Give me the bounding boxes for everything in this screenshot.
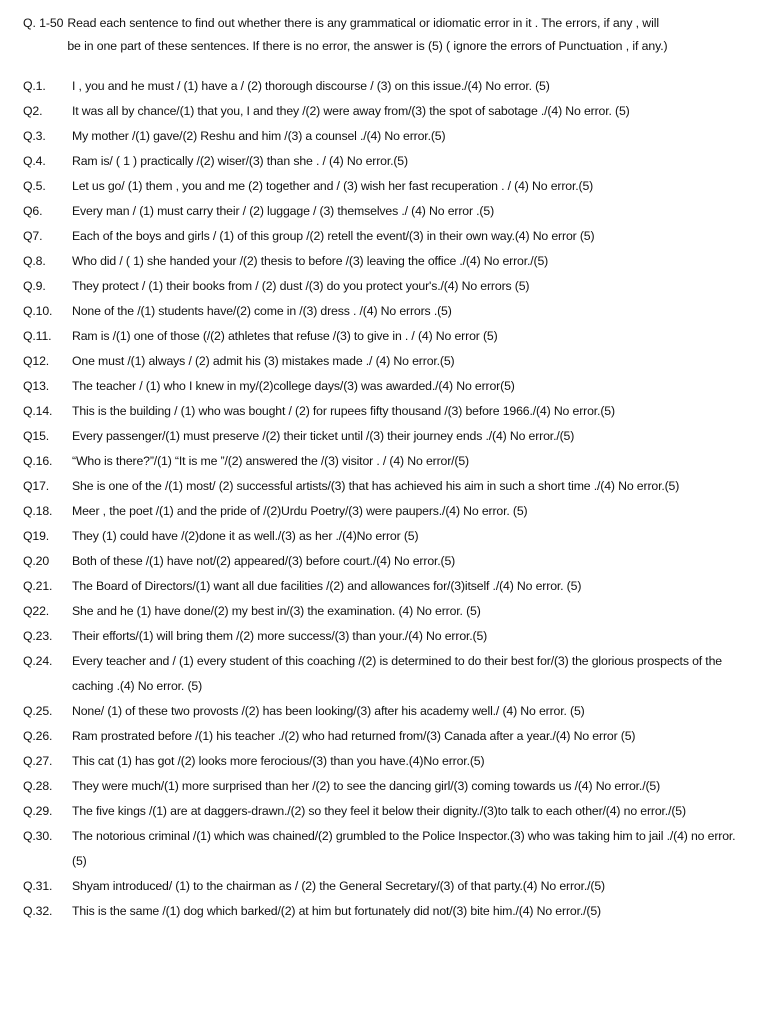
question-row <box>23 349 750 374</box>
question-text: Both of these /(1) have not/(2) appeared/(3) before court./(4) No error.(5) <box>72 554 456 568</box>
question-text: It was all by chance/(1) that you, I and they /(2) were away from/(3) the spot of sabotage ./(4) No error. (5) <box>72 104 630 118</box>
question-number: Q17. <box>23 479 50 493</box>
question-text: Ram is/ ( 1 ) practically /(2) wiser/(3) than she . / (4) No error.(5) <box>72 154 408 168</box>
question-number: Q.14. <box>23 404 53 418</box>
question-text: Ram prostrated before /(1) his teacher ./(2) who had returned from/(3) Canada after a year./(4) No error (5) <box>72 729 636 743</box>
instructions-label: Q. 1-50 <box>23 16 64 30</box>
question-row <box>23 549 750 574</box>
question-row <box>23 749 750 774</box>
question-number: Q.5. <box>23 179 46 193</box>
question-number: Q13. <box>23 379 50 393</box>
question-text: She and he (1) have done/(2) my best in/(3) the examination. (4) No error. (5) <box>72 604 481 618</box>
question-number: Q.8. <box>23 254 46 268</box>
question-text: They protect / (1) their books from / (2) dust /(3) do you protect your's./(4) No errors (5) <box>72 279 530 293</box>
question-number: Q.9. <box>23 279 46 293</box>
instructions-block <box>23 12 750 58</box>
question-text: This is the building / (1) who was bought / (2) for rupees fifty thousand /(3) before 1966./(4) No error.(5) <box>72 404 615 418</box>
question-row <box>23 799 750 824</box>
question-text: None/ (1) of these two provosts /(2) has been looking/(3) after his academy well./ (4) No error. (5) <box>72 704 585 718</box>
question-number: Q.11. <box>23 329 52 343</box>
question-number: Q22. <box>23 604 50 618</box>
question-row <box>23 724 750 749</box>
question-text: She is one of the /(1) most/ (2) successful artists/(3) that has achieved his aim in such a short time ./(4) No error.(5) <box>72 479 680 493</box>
question-number: Q.10. <box>23 304 53 318</box>
question-row <box>23 474 750 499</box>
question-row <box>23 399 750 424</box>
question-text: Let us go/ (1) them , you and me (2) together and / (3) wish her fast recuperation . / (4) No error.(5) <box>72 179 594 193</box>
question-number: Q15. <box>23 429 50 443</box>
question-row <box>23 599 750 624</box>
question-row <box>23 274 750 299</box>
question-text: The teacher / (1) who I knew in my/(2)college days/(3) was awarded./(4) No error(5) <box>72 379 515 393</box>
question-row <box>23 574 750 599</box>
question-row <box>23 299 750 324</box>
question-text: The five kings /(1) are at daggers-drawn./(2) so they feel it below their dignity./(3)to talk to each other/(4) no error./(5) <box>72 804 686 818</box>
question-row <box>23 74 750 99</box>
question-text: My mother /(1) gave/(2) Reshu and him /(3) a counsel ./(4) No error.(5) <box>72 129 446 143</box>
question-number: Q2. <box>23 104 43 118</box>
question-text: They were much/(1) more surprised than her /(2) to see the dancing girl/(3) coming towards us /(4) No error./(5) <box>72 779 661 793</box>
question-number: Q.1. <box>23 79 46 93</box>
question-text: Their efforts/(1) will bring them /(2) more success/(3) than your./(4) No error.(5) <box>72 629 488 643</box>
question-row <box>23 249 750 274</box>
question-number: Q.3. <box>23 129 46 143</box>
question-list <box>23 74 750 924</box>
question-number: Q.20 <box>23 554 50 568</box>
question-row <box>23 224 750 249</box>
question-row <box>23 899 750 924</box>
question-text: Who did / ( 1) she handed your /(2) thesis to before /(3) leaving the office ./(4) No error./(5) <box>72 254 549 268</box>
question-number: Q19. <box>23 529 50 543</box>
question-number: Q.29. <box>23 804 53 818</box>
question-number: Q.27. <box>23 754 53 768</box>
question-number: Q.23. <box>23 629 53 643</box>
question-number: Q.24. <box>23 654 53 668</box>
question-text: Every passenger/(1) must preserve /(2) their ticket until /(3) their journey ends ./(4) No error./(5) <box>72 429 575 443</box>
question-row <box>23 149 750 174</box>
question-number: Q.18. <box>23 504 53 518</box>
instructions-line-2: be in one part of these sentences. If there is no error, the answer is (5) ( ignore the errors of Punctuation , if any.) <box>67 39 668 53</box>
question-row <box>23 624 750 649</box>
question-row <box>23 324 750 349</box>
question-row <box>23 824 750 874</box>
question-row <box>23 99 750 124</box>
question-text: One must /(1) always / (2) admit his (3) mistakes made ./ (4) No error.(5) <box>72 354 455 368</box>
question-number: Q.31. <box>23 879 53 893</box>
question-text: The notorious criminal /(1) which was chained/(2) grumbled to the Police Inspector.(3) who was taking him to jail ./(4) no error. (5) <box>72 829 736 868</box>
question-number: Q.32. <box>23 904 53 918</box>
question-number: Q6. <box>23 204 43 218</box>
question-text: Each of the boys and girls / (1) of this group /(2) retell the event/(3) in their own way.(4) No error (5) <box>72 229 595 243</box>
question-row <box>23 649 750 699</box>
question-row <box>23 699 750 724</box>
question-row <box>23 174 750 199</box>
question-number: Q12. <box>23 354 50 368</box>
question-text: I , you and he must / (1) have a / (2) thorough discourse / (3) on this issue./(4) No error. (5) <box>72 79 550 93</box>
question-row <box>23 524 750 549</box>
question-text: This cat (1) has got /(2) looks more ferocious/(3) than you have.(4)No error.(5) <box>72 754 485 768</box>
question-row <box>23 199 750 224</box>
instructions-text <box>67 12 750 58</box>
question-row <box>23 874 750 899</box>
question-number: Q.21. <box>23 579 53 593</box>
question-text: None of the /(1) students have/(2) come in /(3) dress . /(4) No errors .(5) <box>72 304 452 318</box>
question-text: The Board of Directors/(1) want all due facilities /(2) and allowances for/(3)itself ./(4) No error. (5) <box>72 579 582 593</box>
question-number: Q.30. <box>23 829 53 843</box>
question-text: Every teacher and / (1) every student of this coaching /(2) is determined to do their best for/(3) the glorious prospects of the caching .(4) No error. (5) <box>72 654 722 693</box>
instructions-line-1: Read each sentence to find out whether there is any grammatical or idiomatic error in it . The errors, if any , will <box>67 16 659 30</box>
question-number: Q.25. <box>23 704 53 718</box>
question-row <box>23 124 750 149</box>
question-text: Shyam introduced/ (1) to the chairman as / (2) the General Secretary/(3) of that party.(4) No error./(5) <box>72 879 605 893</box>
question-text: They (1) could have /(2)done it as well./(3) as her ./(4)No error (5) <box>72 529 419 543</box>
question-text: Meer , the poet /(1) and the pride of /(2)Urdu Poetry/(3) were paupers./(4) No error. (5) <box>72 504 528 518</box>
question-row <box>23 449 750 474</box>
question-text: “Who is there?”/(1) “It is me ”/(2) answered the /(3) visitor . / (4) No error/(5) <box>72 454 470 468</box>
question-row <box>23 499 750 524</box>
question-row <box>23 774 750 799</box>
question-text: Ram is /(1) one of those (/(2) athletes that refuse /(3) to give in . / (4) No error (5) <box>72 329 498 343</box>
question-number: Q.16. <box>23 454 53 468</box>
question-number: Q.28. <box>23 779 53 793</box>
question-text: Every man / (1) must carry their / (2) luggage / (3) themselves ./ (4) No error .(5) <box>72 204 495 218</box>
question-number: Q.26. <box>23 729 53 743</box>
question-number: Q7. <box>23 229 43 243</box>
question-row <box>23 424 750 449</box>
question-number: Q.4. <box>23 154 46 168</box>
question-row <box>23 374 750 399</box>
question-text: This is the same /(1) dog which barked/(2) at him but fortunately did not/(3) bite him./(4) No error./(5) <box>72 904 601 918</box>
